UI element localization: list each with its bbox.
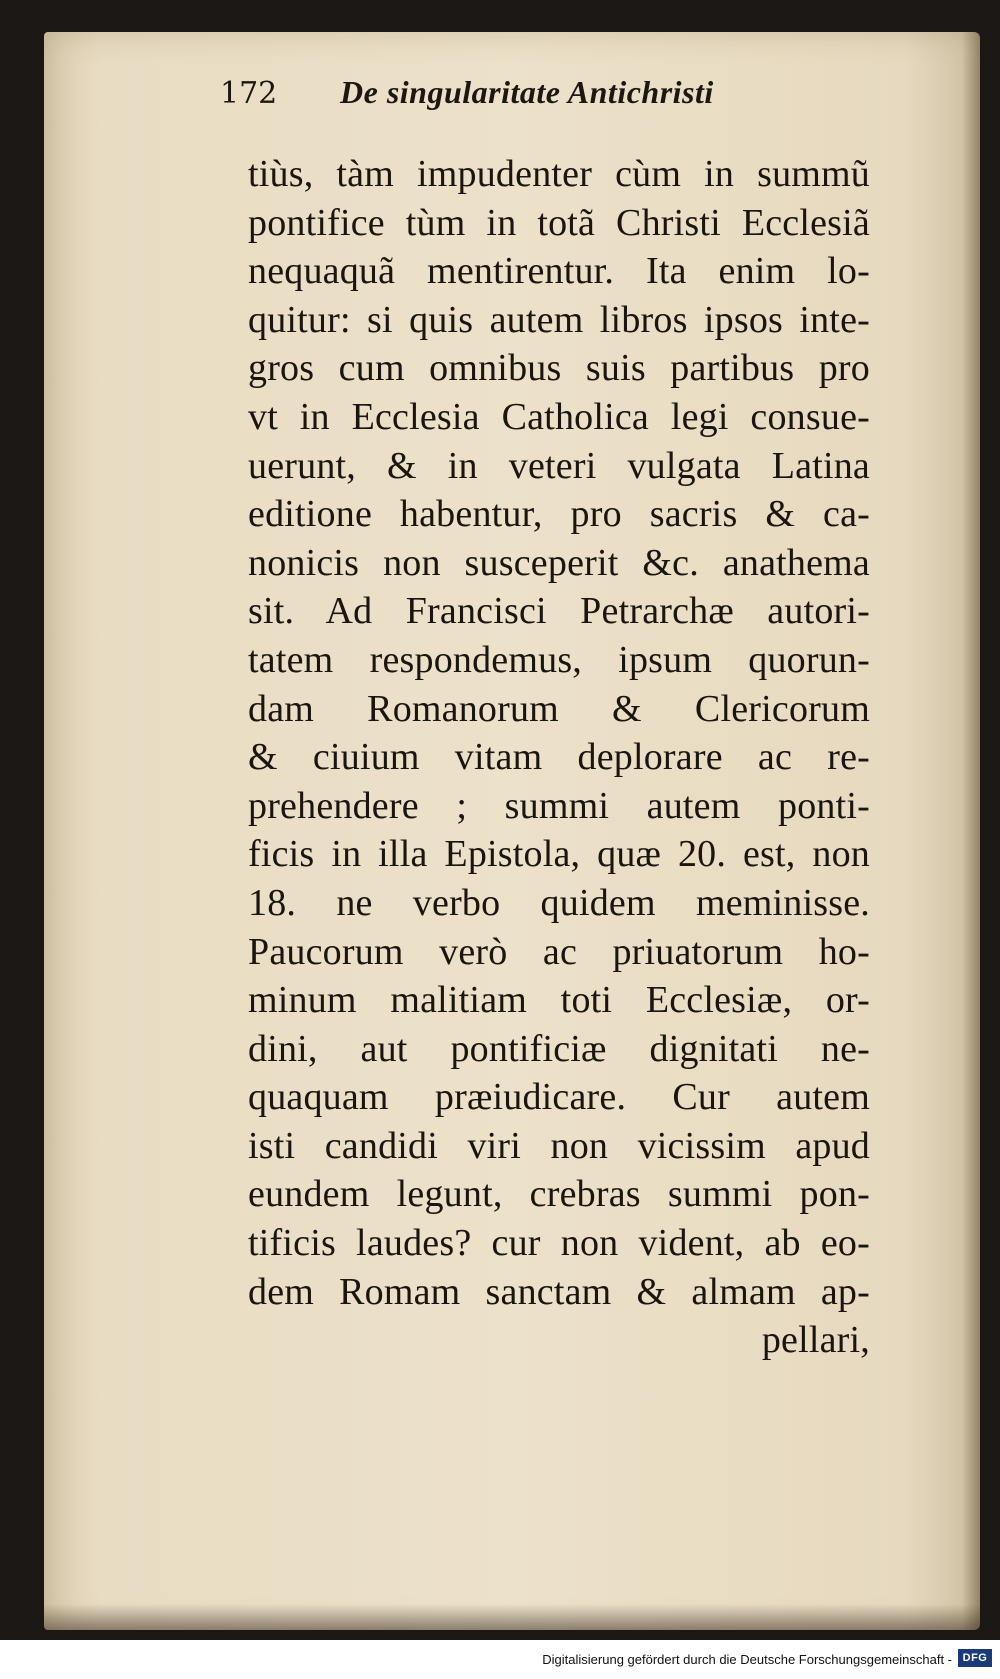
text-line: ficis in illa Epistola, quæ 20. est, non (248, 833, 870, 876)
catchword: pellari, (761, 1319, 870, 1362)
text-line: & ciuium vitam deplorare ac re- (248, 736, 870, 779)
funding-credit: Digitalisierung gefördert durch die Deutsche Forschungsgemeinschaft - (542, 1652, 952, 1667)
running-title: De singularitate Antichristi (340, 74, 714, 110)
body-text (248, 150, 870, 1365)
text-line: dem Romam sanctam & almam ap- (248, 1270, 870, 1313)
digitization-footer (0, 1646, 1000, 1674)
text-line: 18. ne verbo quidem meminisse. (248, 881, 870, 924)
text-line: quaquam præiudicare. Cur autem (248, 1076, 870, 1119)
text-line: isti candidi viri non vicissim apud (248, 1124, 870, 1167)
text-line: uerunt, & in veteri vulgata Latina (248, 444, 870, 487)
page-edge-shadow (962, 32, 980, 1630)
page-bottom-shadow (44, 1604, 980, 1630)
text-line: tiùs, tàm impudenter cùm in summũ (248, 153, 870, 195)
text-line: minum malitiam toti Ecclesiæ, or- (248, 979, 870, 1022)
dfg-logo-icon: DFG (958, 1649, 992, 1667)
text-line: nequaquã mentirentur. Ita enim lo- (248, 250, 870, 293)
text-line: prehendere ; summi autem ponti- (248, 784, 870, 827)
text-line: tificis laudes? cur non vident, ab eo- (248, 1222, 870, 1265)
text-line: quitur: si quis autem libros ipsos inte- (248, 298, 870, 341)
text-line: gros cum omnibus suis partibus pro (248, 347, 870, 390)
text-line: dini, aut pontificiæ dignitati ne- (248, 1027, 870, 1070)
text-line: pontifice tùm in totã Christi Ecclesiã (248, 201, 870, 244)
page-header (220, 74, 840, 118)
text-line: editione habentur, pro sacris & ca- (248, 493, 870, 536)
page-number: 172 (220, 76, 278, 111)
text-line: eundem legunt, crebras summi pon- (248, 1173, 870, 1216)
text-line: tatem respondemus, ipsum quorun- (248, 638, 870, 681)
text-line: vt in Ecclesia Catholica legi consue- (248, 395, 870, 438)
text-line: nonicis non susceperit &c. anathema (248, 541, 870, 584)
text-line: dam Romanorum & Clericorum (248, 687, 870, 730)
text-line: Paucorum verò ac priuatorum ho- (248, 930, 870, 973)
text-line: sit. Ad Francisci Petrarchæ autori- (248, 590, 870, 633)
